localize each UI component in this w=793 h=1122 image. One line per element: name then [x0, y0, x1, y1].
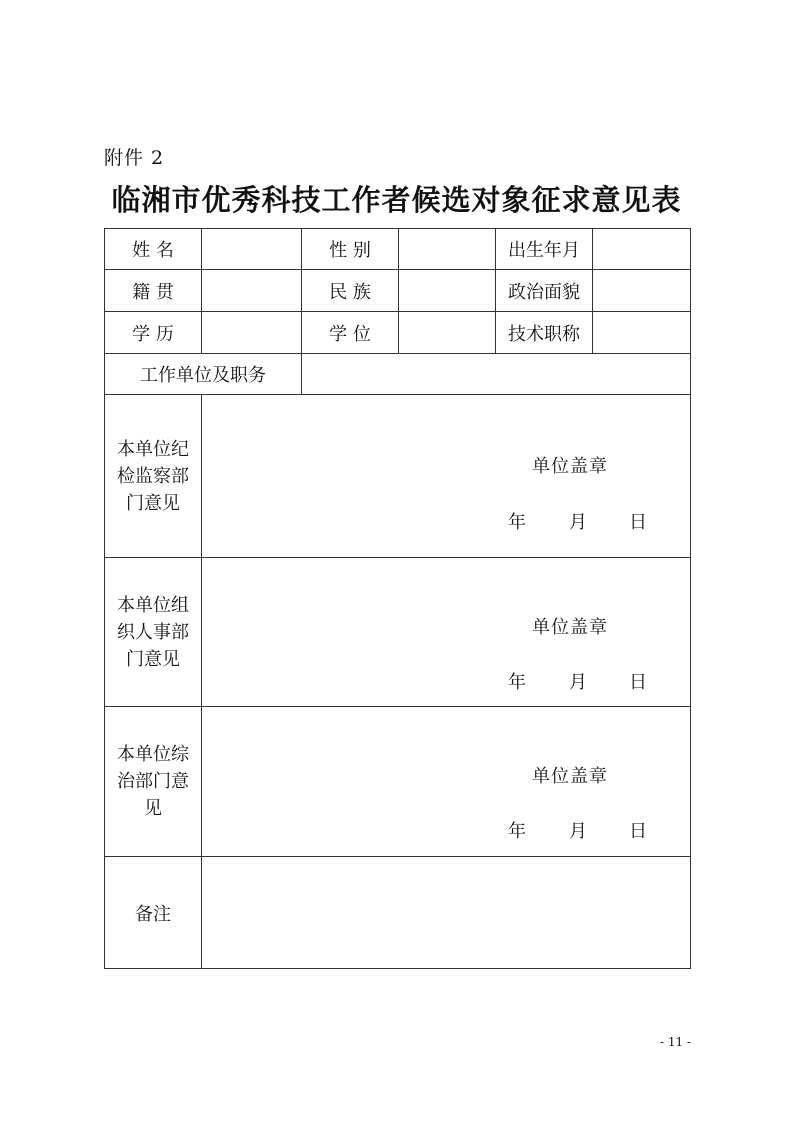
- label-work-unit: 工作单位及职务: [105, 354, 302, 395]
- section-label-personnel: [105, 558, 202, 707]
- day-label: 日: [629, 512, 647, 533]
- row-work-unit: [105, 354, 691, 395]
- page-number: - 11 -: [660, 1035, 692, 1049]
- section-body-security[interactable]: [202, 707, 691, 857]
- section-label-line: 见: [144, 798, 162, 819]
- row-section-personnel: [105, 558, 691, 707]
- row-section-discipline: [105, 395, 691, 558]
- label-gender: 性 别: [302, 229, 399, 270]
- month-label: 月: [569, 821, 587, 842]
- attachment-label: 附件 2: [104, 147, 165, 169]
- value-name[interactable]: [202, 229, 302, 270]
- stamp-label: 单位盖章: [532, 456, 608, 477]
- label-ethnicity: 民 族: [302, 270, 399, 312]
- section-label-line: 门意见: [126, 648, 180, 670]
- section-body-personnel[interactable]: [202, 558, 691, 707]
- row-basic-1: [105, 229, 691, 270]
- stamp-label: 单位盖章: [532, 766, 608, 787]
- section-label-line: 本单位纪: [117, 438, 189, 460]
- row-section-security: [105, 707, 691, 857]
- section-label-line: 织人事部: [117, 621, 189, 643]
- value-title-rank[interactable]: [593, 312, 691, 354]
- row-basic-3: [105, 312, 691, 354]
- value-education[interactable]: [202, 312, 302, 354]
- label-degree: 学 位: [302, 312, 399, 354]
- label-political-status: 政治面貌: [496, 270, 593, 312]
- row-remarks: [105, 857, 691, 969]
- section-label-line: 治部门意: [117, 771, 189, 792]
- stamp-label: 单位盖章: [532, 617, 608, 638]
- section-label-security: [105, 707, 202, 857]
- value-remarks[interactable]: [202, 857, 691, 969]
- label-remarks: 备注: [105, 857, 202, 969]
- month-label: 月: [569, 512, 587, 533]
- value-ethnicity[interactable]: [399, 270, 496, 312]
- section-label-line: 门意见: [126, 492, 180, 514]
- day-label: 日: [629, 821, 647, 842]
- value-degree[interactable]: [399, 312, 496, 354]
- month-label: 月: [569, 672, 587, 693]
- label-native-place: 籍 贯: [105, 270, 202, 312]
- label-name: 姓 名: [105, 229, 202, 270]
- label-birth: 出生年月: [496, 229, 593, 270]
- section-label-line: 本单位综: [117, 744, 189, 765]
- value-birth[interactable]: [593, 229, 691, 270]
- year-label: 年: [508, 821, 526, 842]
- opinion-form-table: [104, 228, 691, 969]
- label-education: 学 历: [105, 312, 202, 354]
- section-body-discipline[interactable]: [202, 395, 691, 558]
- page-title: 临湘市优秀科技工作者候选对象征求意见表: [111, 183, 682, 217]
- value-work-unit[interactable]: [302, 354, 691, 395]
- row-basic-2: [105, 270, 691, 312]
- value-political-status[interactable]: [593, 270, 691, 312]
- year-label: 年: [508, 672, 526, 693]
- value-native-place[interactable]: [202, 270, 302, 312]
- label-title-rank: 技术职称: [496, 312, 593, 354]
- section-label-discipline: [105, 395, 202, 558]
- day-label: 日: [629, 672, 647, 693]
- section-label-line: 检监察部: [117, 465, 189, 487]
- section-label-line: 本单位组: [117, 594, 189, 616]
- value-gender[interactable]: [399, 229, 496, 270]
- year-label: 年: [508, 512, 526, 533]
